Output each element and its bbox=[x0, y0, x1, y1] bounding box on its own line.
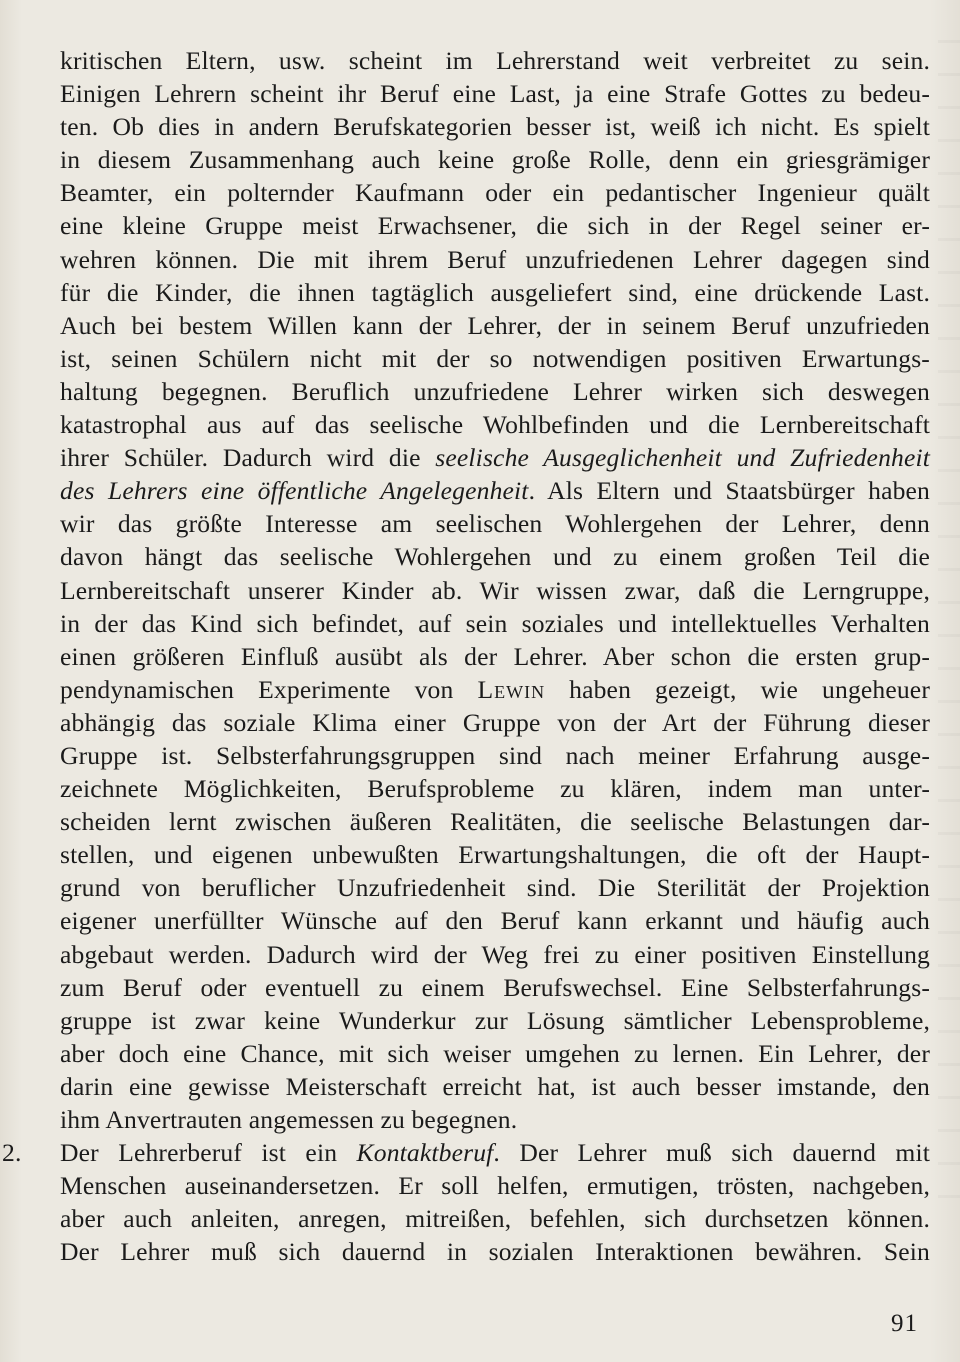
text-line: in diesem Zusammenhang auch keine große Rolle, denn ein griesgrämiger bbox=[60, 145, 930, 175]
text-line: wehren können. Die mit ihrem Beruf unzufriedenen Lehrer dagegen sind bbox=[60, 244, 930, 274]
text-line: Gruppe ist. Selbsterfahrungsgruppen sind nach meiner Erfahrung ausge- bbox=[60, 740, 930, 770]
text-line: zum Beruf oder eventuell zu einem Berufswechsel. Eine Selbsterfahrungs- bbox=[60, 972, 930, 1002]
text-line: kritischen Eltern, usw. scheint im Lehrerstand weit verbreitet zu sein. bbox=[60, 46, 930, 75]
text-line: ist, seinen Schülern nicht mit der so notwendigen positiven Erwartungs- bbox=[60, 343, 930, 373]
text-line bbox=[60, 474, 930, 507]
text-line: Beamter, ein polternder Kaufmann oder ein pedantischer Ingenieur quält bbox=[60, 178, 930, 208]
text-line bbox=[60, 441, 930, 474]
text-line: aber auch anleiten, anregen, mitreißen, befehlen, sich durchsetzen können. bbox=[60, 1204, 930, 1234]
text-segment: pendynamischen Experimente von bbox=[60, 674, 478, 704]
text-segment: ihrer Schüler. Dadurch wird die bbox=[60, 443, 436, 473]
text-line: Auch bei bestem Willen kann der Lehrer, der in seinem Beruf unzufrieden bbox=[60, 310, 930, 340]
text-line: stellen, und eigenen unbewußten Erwartungshaltungen, die oft der Haupt- bbox=[60, 840, 930, 870]
text-line: darin eine gewisse Meisterschaft erreicht hat, ist auch besser imstande, den bbox=[60, 1071, 930, 1101]
text-line: eine kleine Gruppe meist Erwachsener, die sich in der Regel seiner er- bbox=[60, 211, 930, 241]
text-line: abhängig das soziale Klima einer Gruppe von der Art der Führung dieser bbox=[60, 707, 930, 737]
text-line: Lernbereitschaft unserer Kinder ab. Wir wissen zwar, daß die Lerngruppe, bbox=[60, 575, 930, 605]
text-line: davon hängt das seelische Wohlergehen und zu einem großen Teil die bbox=[60, 542, 930, 572]
text-line: Menschen auseinandersetzen. Er soll helfen, ermutigen, trösten, nachgeben, bbox=[60, 1171, 930, 1201]
text-line: abgebaut werden. Dadurch wird der Weg frei zu einer positiven Einstellung bbox=[60, 939, 930, 969]
text-line: einen größeren Einfluß ausübt als der Lehrer. Aber schon die ersten grup- bbox=[60, 641, 930, 671]
text-line: haltung begegnen. Beruflich unzufriedene Lehrer wirken sich deswegen bbox=[60, 376, 930, 406]
list-item-2 bbox=[2, 1136, 930, 1268]
list-number bbox=[0, 1136, 60, 1169]
text-line: zeichnete Möglichkeiten, Berufsprobleme zu klären, indem man unter- bbox=[60, 774, 930, 804]
text-line-body bbox=[60, 1136, 930, 1169]
text-line: eigener unerfüllter Wünsche auf den Beruf kann erkannt und häufig auch bbox=[60, 906, 930, 936]
text-line: gruppe ist zwar keine Wunderkur zur Lösung sämtlicher Lebensprobleme, bbox=[60, 1005, 930, 1035]
text-line: wir das größte Interesse am seelischen Wohlergehen der Lehrer, denn bbox=[60, 509, 930, 539]
text-line: ihm Anvertrauten angemessen zu begegnen. bbox=[60, 1105, 518, 1134]
emphasis: seelische Ausgeglichenheit und Zufriedenheit bbox=[435, 443, 930, 473]
emphasis: des Lehrers eine öffentliche Angelegenheit bbox=[60, 476, 529, 506]
text-line: grund von beruflicher Unzufriedenheit sind. Die Sterilität der Projektion bbox=[60, 873, 930, 903]
text-line: Der Lehrer muß sich dauernd in sozialen Interaktionen bewähren. Sein bbox=[60, 1237, 930, 1267]
text-line: Einigen Lehrern scheint ihr Beruf eine Last, ja eine Strafe Gottes zu bedeu- bbox=[60, 79, 930, 109]
emphasis: Kontaktberuf bbox=[356, 1138, 494, 1168]
text-line: für die Kinder, die ihnen tagtäglich ausgeliefert sind, eine drückende Last. bbox=[60, 277, 930, 307]
text-segment: . Der Lehrer muß sich dauernd mit bbox=[493, 1138, 930, 1168]
text-line: aber doch eine Chance, mit sich weiser umgehen zu lernen. Ein Lehrer, der bbox=[60, 1038, 930, 1068]
text-line: katastrophal aus auf das seelische Wohlbefinden und die Lernbereitschaft bbox=[60, 410, 930, 440]
text-segment: Der Lehrerberuf ist ein bbox=[60, 1138, 357, 1168]
text-line bbox=[2, 1136, 930, 1169]
page-number: 91 bbox=[891, 1310, 918, 1337]
bleed-through-margin bbox=[938, 40, 960, 1220]
text-line: in der das Kind sich befindet, auf sein soziales und intellektuelles Verhalten bbox=[60, 608, 930, 638]
text-segment: . Als Eltern und Staatsbürger haben bbox=[528, 476, 930, 506]
text-line bbox=[60, 673, 930, 706]
text-line: ten. Ob dies in andern Berufskategorien besser ist, weiß ich nicht. Es spielt bbox=[60, 112, 930, 142]
text-line: scheiden lernt zwischen äußeren Realitäten, die seelische Belastungen dar- bbox=[60, 807, 930, 837]
body-text bbox=[2, 44, 930, 1268]
author-name: Lewin bbox=[477, 674, 546, 704]
text-segment: haben gezeigt, wie ungeheuer bbox=[545, 674, 930, 704]
list-number-text: 2. bbox=[2, 1138, 22, 1168]
